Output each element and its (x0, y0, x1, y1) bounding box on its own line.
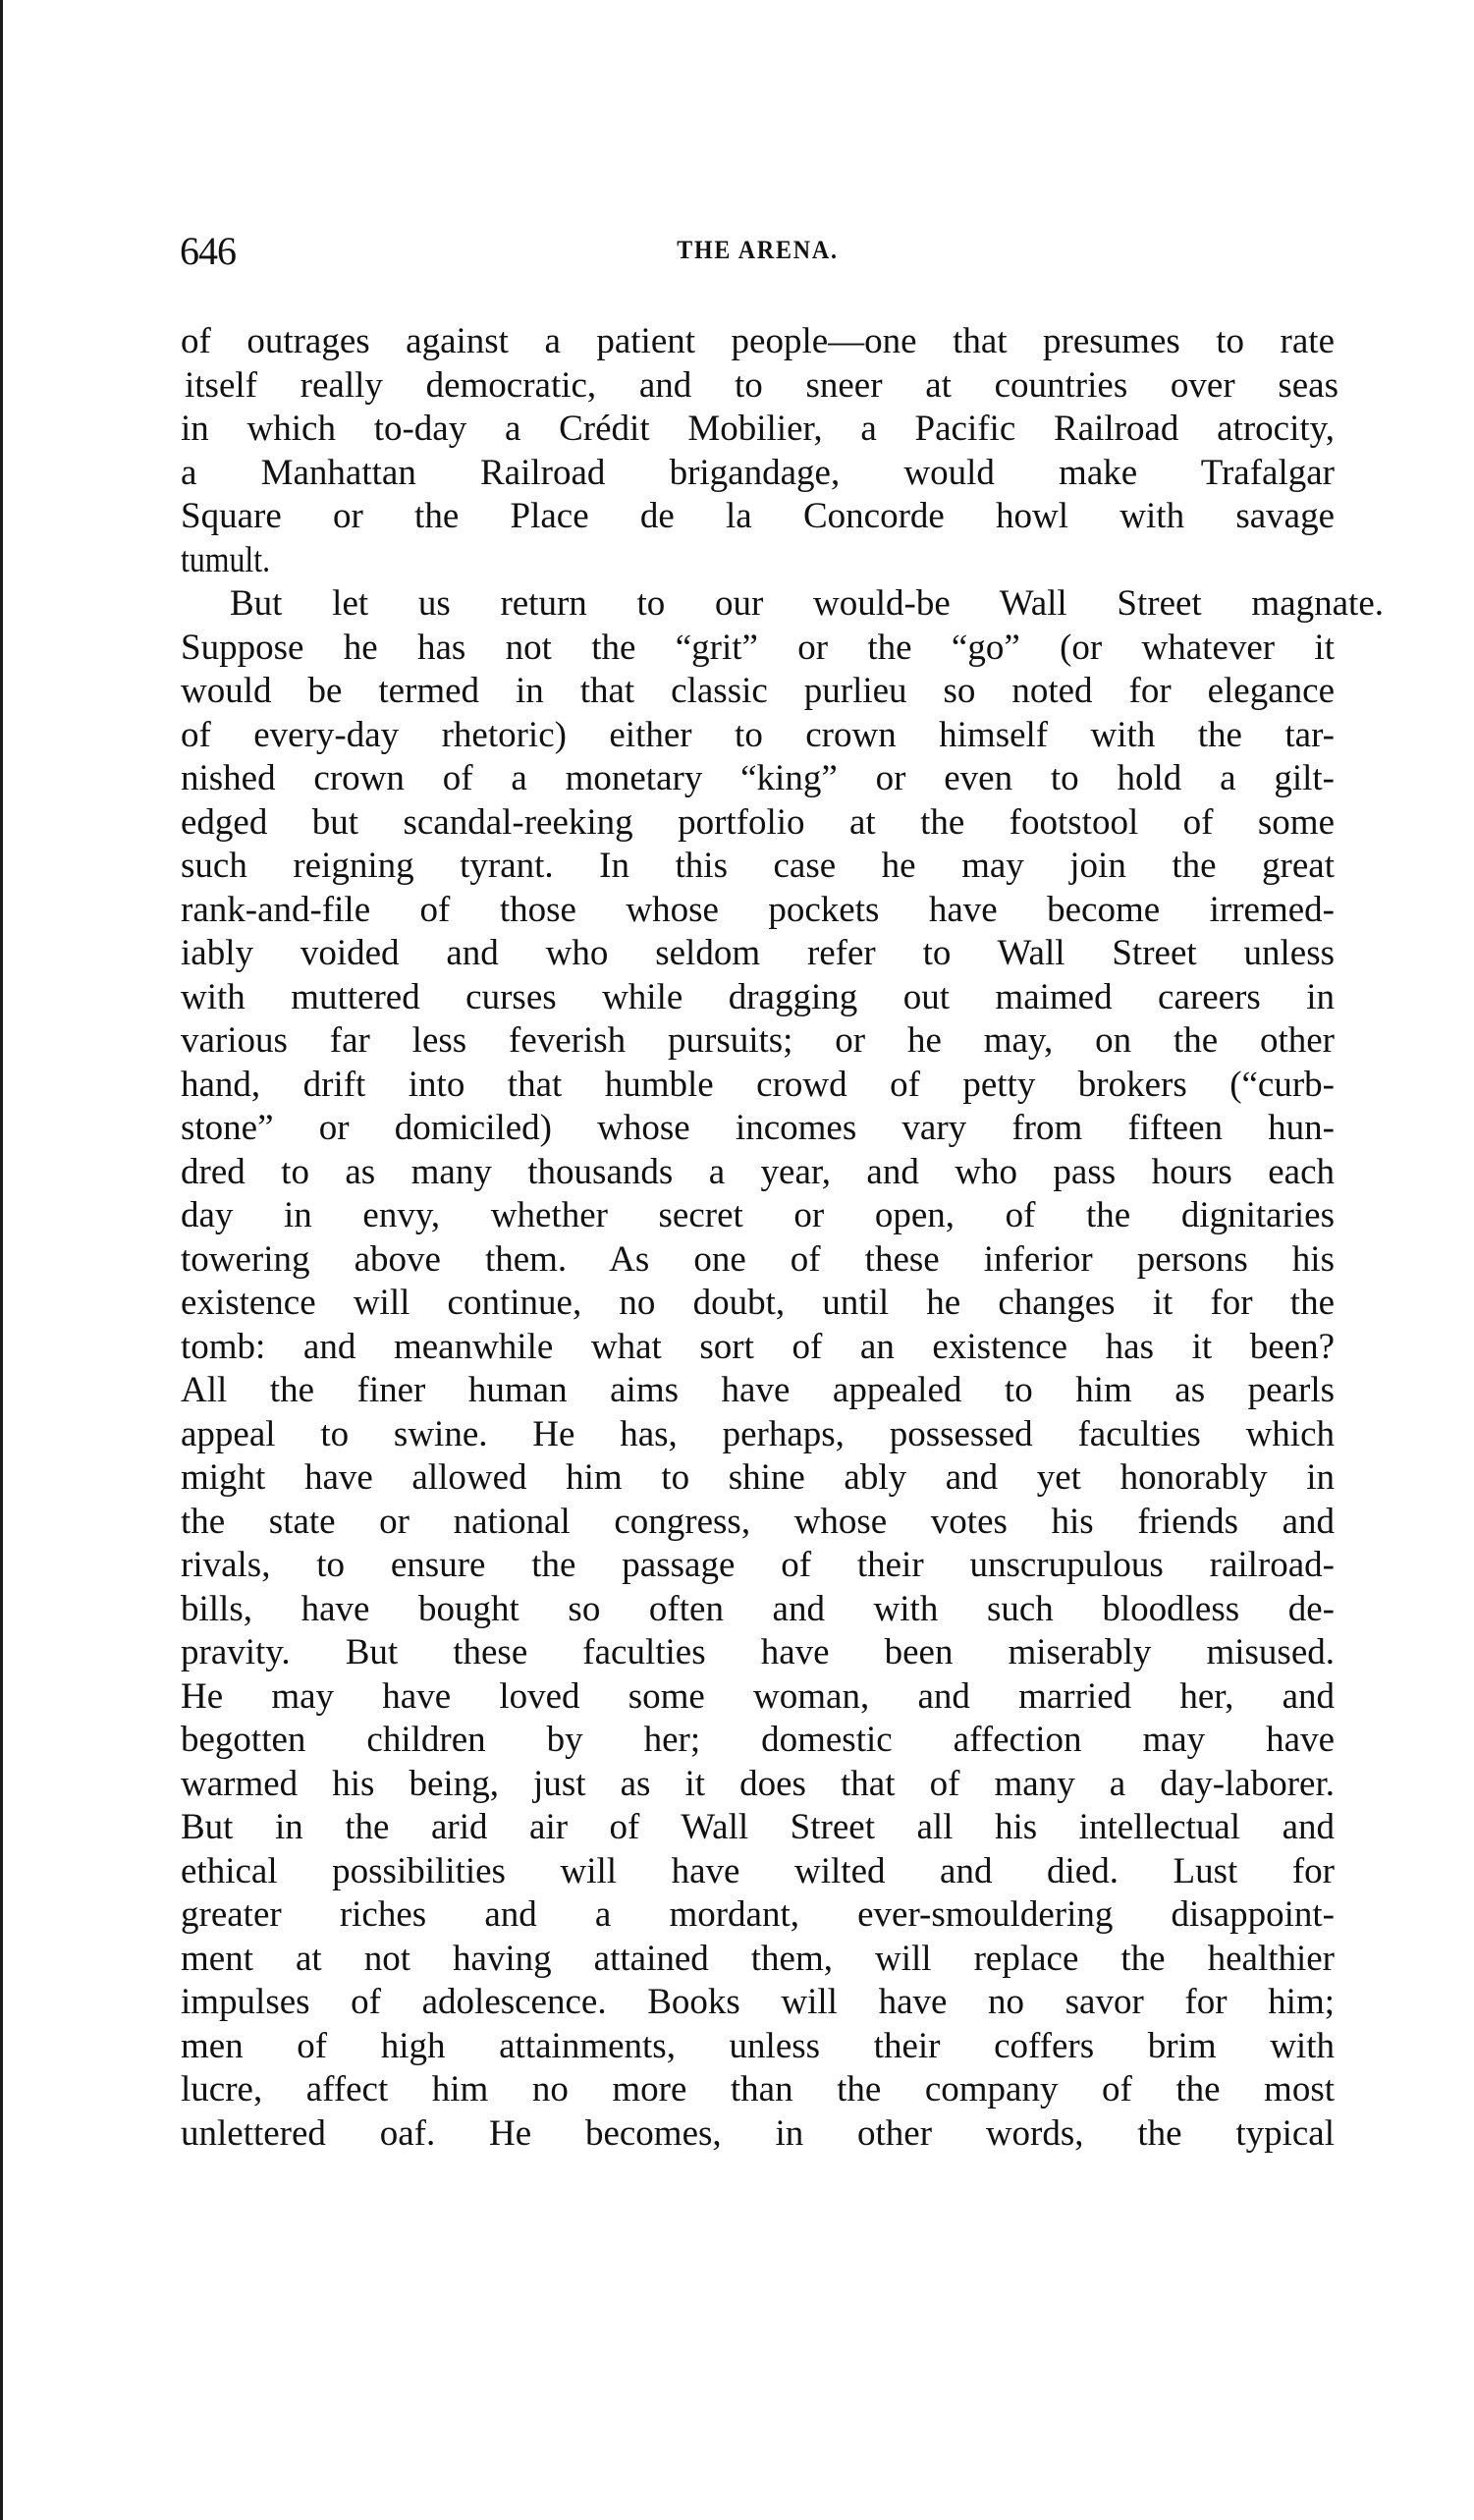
text-line: tomb: and meanwhile what sort of an existence has it been? (181, 1326, 1335, 1367)
text-line: would be termed in that classic purlieu so noted for elegance (181, 671, 1335, 711)
text-line: dred to as many thousands a year, and who pass hours each (181, 1151, 1335, 1192)
text-line: bills, have bought so often and with such bloodless de- (181, 1588, 1335, 1629)
text-line: But let us return to our would-be Wall Street magnate. (230, 583, 1384, 624)
text-line: rank-and-file of those whose pockets have become irremed- (181, 889, 1335, 930)
page-number: 646 (180, 229, 236, 273)
text-line: All the finer human aims have appealed to him as pearls (181, 1370, 1335, 1410)
text-line: unlettered oaf. He becomes, in other words, the typical (181, 2112, 1335, 2154)
text-line: nished crown of a monetary “king” or even to hold a gilt- (181, 758, 1335, 798)
text-line: lucre, affect him no more than the company of the most (181, 2069, 1335, 2109)
text-line: He may have loved some woman, and married her, and (181, 1675, 1335, 1717)
running-head (180, 228, 1336, 277)
text-line: existence will continue, no doubt, until he changes it for the (181, 1283, 1335, 1323)
text-line: of outrages against a patient people—one that presumes to rate (181, 321, 1335, 361)
text-line: men of high attainments, unless their coffers brim with (181, 2025, 1335, 2066)
text-line: with muttered curses while dragging out maimed careers in (181, 976, 1335, 1017)
text-line: Square or the Place de la Concorde howl with savage (181, 496, 1335, 536)
text-line: of every-day rhetoric) either to crown himself with the tar- (181, 714, 1335, 755)
text-line: itself really democratic, and to sneer at countries over seas (185, 364, 1338, 406)
text-line: day in envy, whether secret or open, of the dignitaries (181, 1195, 1335, 1235)
text-line: tumult. (181, 539, 271, 580)
text-line: in which to-day a Crédit Mobilier, a Pacific Railroad atrocity, (181, 409, 1335, 449)
text-line: towering above them. As one of these inferior persons his (181, 1238, 1335, 1280)
text-line: Suppose he has not the “grit” or the “go” (or whatever it (181, 627, 1335, 668)
text-line: stone” or domiciled) whose incomes vary from fifteen hun- (181, 1108, 1335, 1148)
paragraph-1 (181, 320, 1338, 582)
text-line: impulses of adolescence. Books will have no savor for him; (181, 1982, 1335, 2022)
text-line: ethical possibilities will have wilted and died. Lust for (181, 1850, 1335, 1891)
text-line: begotten children by her; domestic affection may have (181, 1720, 1335, 1760)
paragraph-2 (181, 582, 1384, 2156)
text-line: But in the arid air of Wall Street all his intellectual and (181, 1807, 1335, 1847)
body-text (181, 320, 1384, 2156)
text-line: pravity. But these faculties have been miserably misused. (181, 1632, 1335, 1672)
text-line: appeal to swine. He has, perhaps, possessed faculties which (181, 1413, 1335, 1454)
text-line: iably voided and who seldom refer to Wall Street unless (181, 933, 1335, 973)
text-line: rivals, to ensure the passage of their unscrupulous railroad- (181, 1545, 1335, 1585)
text-line: a Manhattan Railroad brigandage, would make Trafalgar (181, 452, 1335, 493)
journal-title: THE ARENA. (677, 236, 839, 264)
text-line: such reigning tyrant. In this case he may join the great (181, 846, 1335, 886)
text-line: edged but scandal-reeking portfolio at the footstool of some (181, 801, 1335, 843)
text-line: warmed his being, just as it does that of many a day-laborer. (181, 1763, 1335, 1804)
text-line: greater riches and a mordant, ever-smouldering disappoint- (181, 1894, 1335, 1935)
text-line: various far less feverish pursuits; or he may, on the other (181, 1020, 1335, 1061)
text-line: ment at not having attained them, will replace the healthier (181, 1938, 1335, 1979)
text-line: the state or national congress, whose votes his friends and (181, 1501, 1335, 1542)
text-line: might have allowed him to shine ably and yet honorably in (181, 1457, 1335, 1498)
text-line: hand, drift into that humble crowd of petty brokers (“curb- (181, 1064, 1335, 1105)
